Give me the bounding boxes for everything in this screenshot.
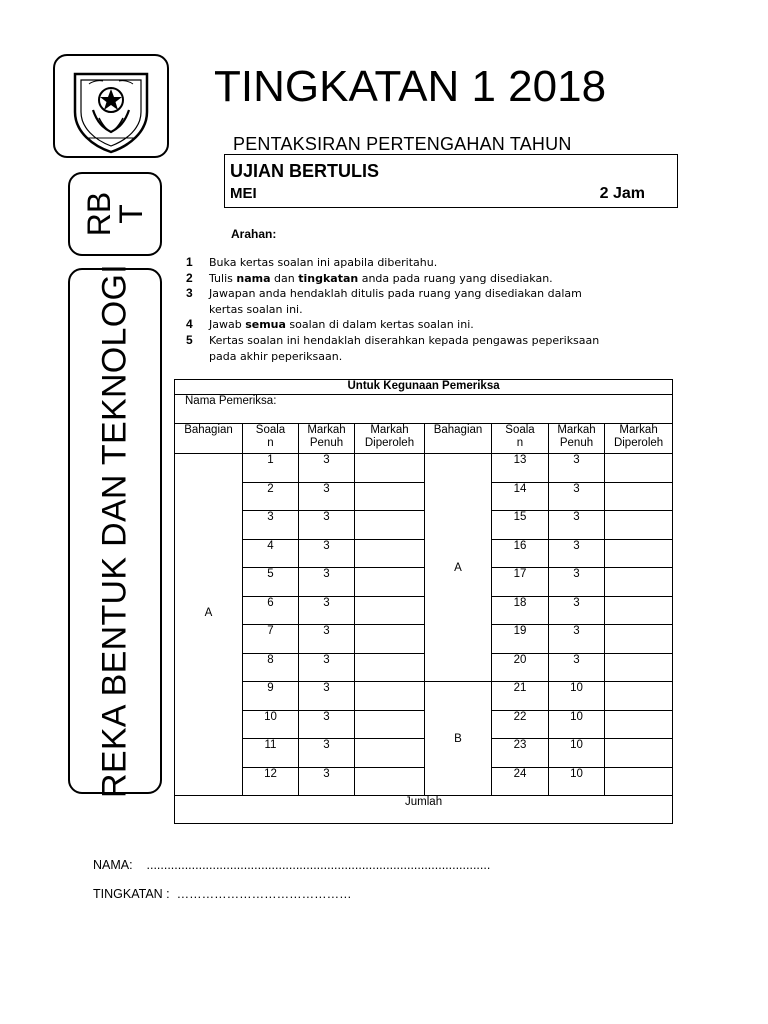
question-number: 2 (243, 482, 299, 511)
form-dots: …………………………………… (176, 887, 352, 901)
full-marks: 3 (299, 539, 355, 568)
marks-obtained-cell[interactable] (355, 539, 425, 568)
subject-code-box (68, 172, 162, 256)
question-number: 22 (492, 710, 549, 739)
full-marks: 3 (299, 625, 355, 654)
table-row (175, 568, 673, 597)
question-number: 19 (492, 625, 549, 654)
marks-obtained-cell[interactable] (605, 682, 673, 711)
full-marks: 3 (549, 511, 605, 540)
marks-obtained-cell[interactable] (605, 596, 673, 625)
examiner-name-field[interactable]: Nama Pemeriksa: (175, 395, 673, 424)
full-marks: 3 (299, 767, 355, 796)
full-marks: 3 (299, 568, 355, 597)
question-number: 14 (492, 482, 549, 511)
table-row (175, 482, 673, 511)
section-right: A (425, 454, 492, 682)
full-marks: 10 (549, 710, 605, 739)
page-title: TINGKATAN 1 2018 (214, 62, 607, 111)
full-marks: 3 (549, 482, 605, 511)
question-number: 17 (492, 568, 549, 597)
marks-obtained-cell[interactable] (355, 767, 425, 796)
table-row (175, 625, 673, 654)
question-number: 24 (492, 767, 549, 796)
instruction-text: Buka kertas soalan ini apabila diberitahu. (209, 256, 438, 269)
column-header: Markah Penuh (299, 424, 355, 454)
question-number: 15 (492, 511, 549, 540)
instruction-text: Kertas soalan ini hendaklah diserahkan kepada pengawas peperiksaan pada akhir peperiksaan. (209, 333, 600, 363)
table-row (175, 710, 673, 739)
marks-obtained-cell[interactable] (355, 682, 425, 711)
marks-obtained-cell[interactable] (605, 710, 673, 739)
full-marks: 3 (299, 511, 355, 540)
marks-obtained-cell[interactable] (605, 454, 673, 483)
section-right: B (425, 682, 492, 796)
full-marks: 3 (299, 454, 355, 483)
exam-info-box (224, 154, 678, 208)
form-label: TINGKATAN : (93, 887, 170, 901)
logo-box (53, 54, 169, 158)
table-row (175, 596, 673, 625)
instruction-number: 5 (186, 332, 193, 347)
marks-obtained-cell[interactable] (605, 653, 673, 682)
instructions-list (186, 255, 599, 364)
marks-obtained-cell[interactable] (355, 511, 425, 540)
marks-obtained-cell[interactable] (605, 625, 673, 654)
column-header: Soala n (492, 424, 549, 454)
section-left: A (175, 454, 243, 796)
marks-obtained-cell[interactable] (605, 767, 673, 796)
table-row (175, 739, 673, 768)
table-row (175, 539, 673, 568)
full-marks: 3 (549, 454, 605, 483)
marks-obtained-cell[interactable] (355, 482, 425, 511)
table-row (175, 454, 673, 483)
marks-obtained-cell[interactable] (605, 482, 673, 511)
question-number: 18 (492, 596, 549, 625)
name-dots: ................................................................................................... (146, 858, 491, 872)
question-number: 20 (492, 653, 549, 682)
table-row (175, 511, 673, 540)
question-number: 9 (243, 682, 299, 711)
marks-obtained-cell[interactable] (355, 653, 425, 682)
marks-obtained-cell[interactable] (355, 739, 425, 768)
question-number: 21 (492, 682, 549, 711)
name-label: NAMA: (93, 858, 133, 872)
instruction-item (186, 333, 599, 364)
instruction-number: 3 (186, 286, 193, 301)
question-number: 7 (243, 625, 299, 654)
name-field[interactable] (93, 858, 490, 872)
marks-obtained-cell[interactable] (605, 539, 673, 568)
instruction-item (186, 286, 599, 317)
column-header: Soala n (243, 424, 299, 454)
marks-obtained-cell[interactable] (605, 739, 673, 768)
question-number: 23 (492, 739, 549, 768)
instruction-text: Tulis nama dan tingkatan anda pada ruang yang disediakan. (209, 271, 553, 285)
marks-obtained-cell[interactable] (355, 710, 425, 739)
page-subtitle: PENTAKSIRAN PERTENGAHAN TAHUN (233, 134, 572, 154)
instruction-number: 4 (186, 317, 193, 332)
column-header: Bahagian (425, 424, 492, 454)
full-marks: 3 (549, 653, 605, 682)
marks-obtained-cell[interactable] (355, 568, 425, 597)
full-marks: 3 (299, 596, 355, 625)
question-number: 4 (243, 539, 299, 568)
question-number: 12 (243, 767, 299, 796)
marks-obtained-cell[interactable] (355, 625, 425, 654)
question-number: 11 (243, 739, 299, 768)
table-row (175, 767, 673, 796)
instructions-title: Arahan: (231, 227, 277, 241)
column-header: Markah Diperoleh (605, 424, 673, 454)
exam-month: MEI (230, 185, 257, 202)
full-marks: 3 (299, 482, 355, 511)
column-header: Bahagian (175, 424, 243, 454)
subject-code: RB T (81, 191, 149, 237)
question-number: 3 (243, 511, 299, 540)
exam-duration: 2 Jam (599, 185, 645, 202)
question-number: 16 (492, 539, 549, 568)
full-marks: 3 (549, 568, 605, 597)
form-field[interactable] (93, 887, 352, 901)
full-marks: 10 (549, 682, 605, 711)
instruction-item (186, 255, 599, 271)
table-title: Untuk Kegunaan Pemeriksa (175, 380, 673, 395)
full-marks: 3 (299, 653, 355, 682)
question-number: 8 (243, 653, 299, 682)
full-marks: 3 (549, 596, 605, 625)
instruction-text: Jawapan anda hendaklah ditulis pada ruang yang disediakan dalam kertas soalan ini. (209, 287, 582, 316)
instruction-number: 1 (186, 255, 193, 269)
question-number: 13 (492, 454, 549, 483)
marks-obtained-cell[interactable] (355, 454, 425, 483)
subject-box (68, 263, 162, 799)
table-row (175, 653, 673, 682)
full-marks: 3 (549, 625, 605, 654)
column-header: Markah Diperoleh (355, 424, 425, 454)
table-row (175, 682, 673, 711)
full-marks: 3 (299, 739, 355, 768)
exam-type: UJIAN BERTULIS (230, 161, 380, 181)
marks-obtained-cell[interactable] (605, 511, 673, 540)
question-number: 6 (243, 596, 299, 625)
question-number: 5 (243, 568, 299, 597)
marks-obtained-cell[interactable] (605, 568, 673, 597)
total-row[interactable]: Jumlah (175, 796, 673, 824)
question-number: 1 (243, 454, 299, 483)
full-marks: 10 (549, 739, 605, 768)
instruction-text: Jawab semua soalan di dalam kertas soalan ini. (209, 318, 474, 332)
full-marks: 3 (299, 682, 355, 711)
instruction-number: 2 (186, 270, 193, 285)
marks-table (174, 379, 673, 824)
full-marks: 3 (549, 539, 605, 568)
column-header: Markah Penuh (549, 424, 605, 454)
instruction-item (186, 271, 599, 287)
question-number: 10 (243, 710, 299, 739)
marks-obtained-cell[interactable] (355, 596, 425, 625)
full-marks: 10 (549, 767, 605, 796)
full-marks: 3 (299, 710, 355, 739)
subject-name: REKA BENTUK DAN TEKNOLOGI (95, 263, 134, 799)
instruction-item (186, 317, 599, 333)
school-crest-icon (63, 60, 159, 156)
